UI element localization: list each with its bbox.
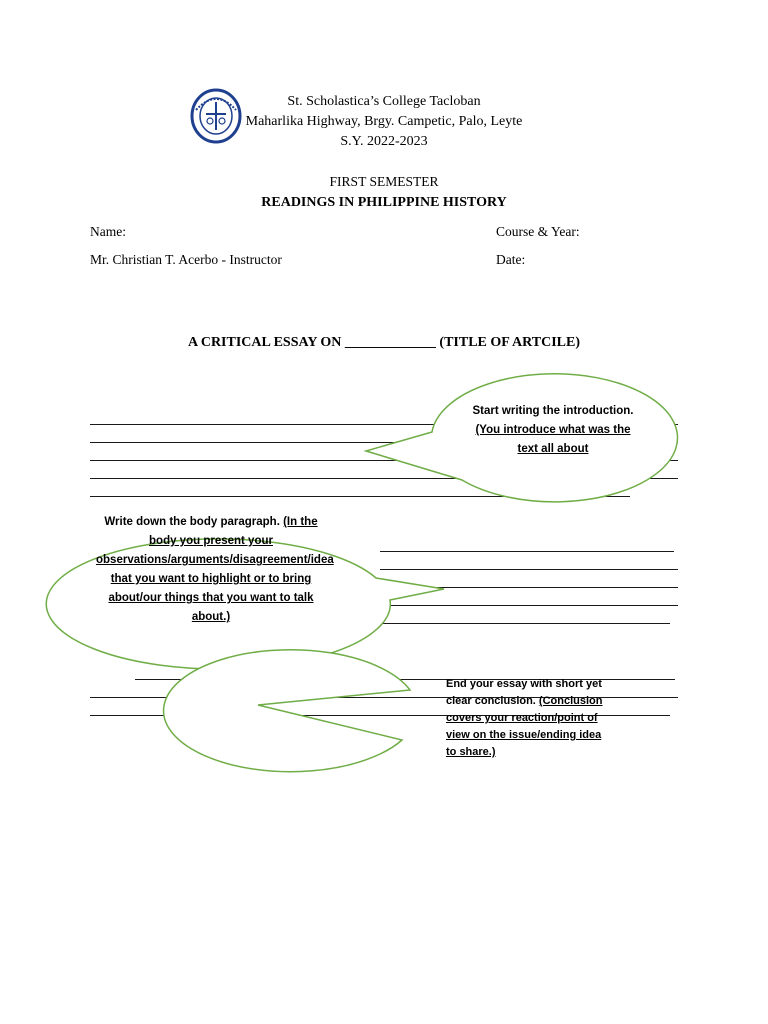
intro-callout-plain: Start writing the introduction. (472, 405, 634, 417)
conclusion-callout-bubble (164, 650, 410, 772)
intro-callout-text (470, 402, 636, 459)
body-callout-text (96, 513, 334, 623)
instructor-label: Mr. Christian T. Acerbo - Instructor (90, 252, 282, 267)
course-year-label: Course & Year: (496, 224, 580, 239)
school-year: S.Y. 2022-2023 (340, 134, 428, 149)
conclusion-callout-plain: End your essay with short yet clear conclusion. (446, 678, 602, 707)
body-callout-plain: Write down the body paragraph. (104, 516, 284, 528)
conclusion-callout-text (446, 676, 612, 761)
date-label: Date: (496, 252, 526, 267)
course-title: READINGS IN PHILIPPINE HISTORY (261, 195, 507, 210)
semester-label: FIRST SEMESTER (329, 174, 439, 189)
school-address: Maharlika Highway, Brgy. Campetic, Palo, Leyte (245, 114, 523, 129)
conclusion-callout-underlined: (Conclusion covers your reaction/point of view on the issue/ending idea to share.) (446, 695, 603, 758)
intro-callout-underlined: (You introduce what was the text all about (475, 424, 631, 455)
name-label: Name: (90, 224, 126, 239)
body-callout-underlined: (In the body you present your observations/arguments/disagreement/idea that you want to highlight or to bring about/our things that you want to talk about.) (96, 516, 334, 623)
school-name: St. Scholastica’s College Tacloban (287, 94, 481, 109)
essay-title: A CRITICAL ESSAY ON _____________ (TITLE OF ARTCILE) (188, 335, 580, 350)
